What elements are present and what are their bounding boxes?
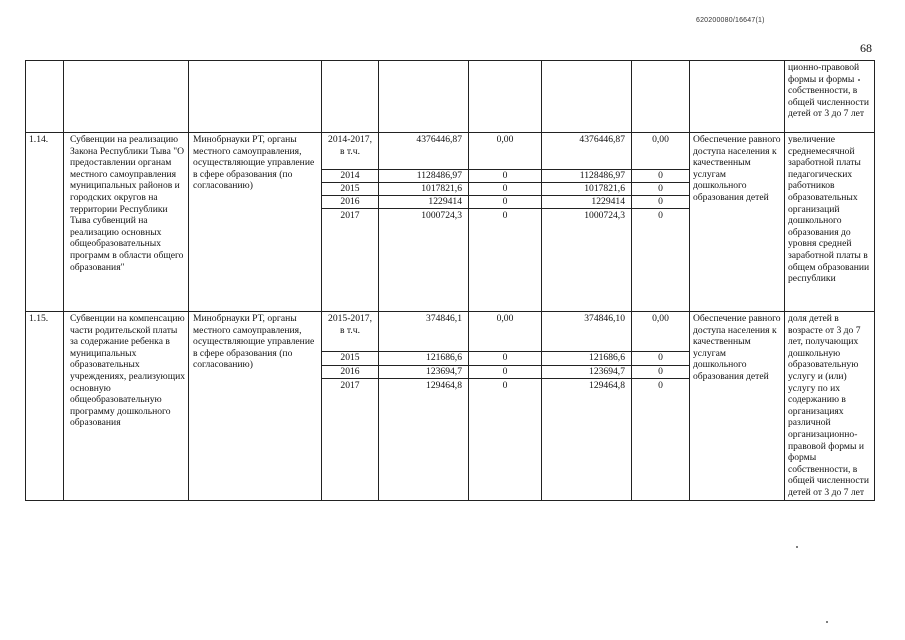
period: 2014-2017, в т.ч. [322,133,379,170]
year-other: 0 [632,351,690,365]
year-total: 1017821,6 [379,183,469,196]
table-row [26,312,875,352]
federal-amount: 0,00 [469,312,542,352]
year-federal: 0 [469,170,542,183]
year-federal: 0 [469,209,542,312]
year: 2016 [322,365,379,379]
year-total: 121686,6 [379,351,469,365]
year: 2016 [322,196,379,209]
year-other: 0 [632,209,690,312]
year-republic: 1128486,97 [542,170,632,183]
republic-amount: 4376446,87 [542,133,632,170]
year: 2017 [322,209,379,312]
year-federal: 0 [469,379,542,500]
year-other: 0 [632,196,690,209]
period: 2015-2017, в т.ч. [322,312,379,352]
year-other: 0 [632,183,690,196]
row-number: 1.14. [26,133,64,312]
year-republic: 1017821,6 [542,183,632,196]
scan-speck [826,621,828,623]
measure-name: Субвенции на компенсацию части родительской платы за содержание ребенка в муниципальных образовательных учреждениях, реализующих основную общеобразовательную программу дошкольного образования [64,312,189,501]
page-number: 68 [860,41,872,55]
year-republic: 123694,7 [542,365,632,379]
year-other: 0 [632,379,690,500]
year: 2015 [322,351,379,365]
year-total: 1128486,97 [379,170,469,183]
continuation-row [26,61,875,133]
year-federal: 0 [469,351,542,365]
expected-result: Обеспечение равного доступа населения к качественным услугам дошкольного образования детей [690,133,785,312]
responsible-executor: Минобрнауки РТ, органы местного самоуправления, осуществляющие управление в сфере образования (по согласованию) [189,312,322,501]
other-amount: 0,00 [632,133,690,170]
other-amount: 0,00 [632,312,690,352]
year: 2017 [322,379,379,500]
year-republic: 121686,6 [542,351,632,365]
year: 2015 [322,183,379,196]
year: 2014 [322,170,379,183]
scan-speck [858,79,860,81]
year-total: 1229414 [379,196,469,209]
expected-result: Обеспечение равного доступа населения к качественным услугам дошкольного образования детей [690,312,785,501]
total-amount: 4376446,87 [379,133,469,170]
republic-amount: 374846,10 [542,312,632,352]
year-republic: 1000724,3 [542,209,632,312]
year-total: 129464,8 [379,379,469,500]
year-other: 0 [632,170,690,183]
total-amount: 374846,1 [379,312,469,352]
target-indicator: доля детей в возрасте от 3 до 7 лет, получающих дошкольную образовательную услугу и (или) услугу по их содержанию в организациях различной организационно-правовой формы и формы собственности, в общей численности детей от 3 до 7 лет [785,312,875,501]
target-indicator: увеличение среднемесячной заработной платы педагогических работников образовательных организаций дошкольного образования до уровня средней заработной платы в общем образовании республики [785,133,875,312]
table-row [26,133,875,170]
scan-speck [796,546,798,548]
year-other: 0 [632,365,690,379]
row-number: 1.15. [26,312,64,501]
indicator-continuation: ционно-правовой формы и формы собственности, в общей численности детей от 3 до 7 лет [785,61,875,133]
responsible-executor: Минобрнауки РТ, органы местного самоуправления, осуществляющие управление в сфере образования (по согласованию) [189,133,322,312]
year-federal: 0 [469,183,542,196]
program-table [25,60,875,501]
year-republic: 1229414 [542,196,632,209]
year-total: 123694,7 [379,365,469,379]
document-code: 620200080/16647(1) [696,17,765,24]
year-total: 1000724,3 [379,209,469,312]
year-federal: 0 [469,196,542,209]
year-republic: 129464,8 [542,379,632,500]
measure-name: Субвенции на реализацию Закона Республики Тыва "О предоставлении органам местного самоуправления муниципальных районов и городских округов на территории Республики Тыва субвенций на реализацию основных общеобразовательных программ в области общего образования" [64,133,189,312]
year-federal: 0 [469,365,542,379]
federal-amount: 0,00 [469,133,542,170]
